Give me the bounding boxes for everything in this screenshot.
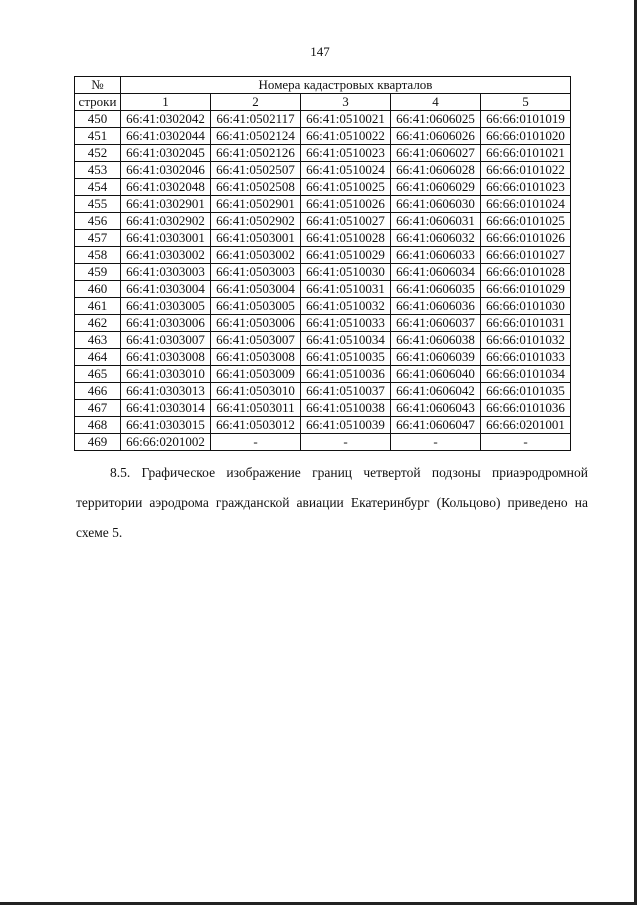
cadastral-quarter-cell: 66:41:0606035 — [391, 281, 481, 298]
cadastral-quarter-cell: 66:41:0502126 — [211, 145, 301, 162]
row-number-cell: 455 — [75, 196, 121, 213]
cadastral-quarter-cell: 66:66:0101034 — [481, 366, 571, 383]
table-row — [75, 247, 571, 264]
cadastral-quarter-cell: 66:66:0101032 — [481, 332, 571, 349]
cadastral-quarter-cell: 66:41:0510026 — [301, 196, 391, 213]
cadastral-quarter-cell: 66:66:0101033 — [481, 349, 571, 366]
row-number-cell: 463 — [75, 332, 121, 349]
cadastral-quarter-cell: 66:41:0510021 — [301, 111, 391, 128]
cadastral-quarter-cell: 66:41:0606038 — [391, 332, 481, 349]
cadastral-quarter-cell: 66:41:0606025 — [391, 111, 481, 128]
cadastral-quarter-cell: 66:41:0510038 — [301, 400, 391, 417]
table-row — [75, 111, 571, 128]
cadastral-quarter-cell: 66:41:0510033 — [301, 315, 391, 332]
row-number-cell: 451 — [75, 128, 121, 145]
cadastral-quarter-cell: 66:41:0503006 — [211, 315, 301, 332]
cadastral-quarter-cell: 66:41:0502901 — [211, 196, 301, 213]
column-header: 1 — [121, 94, 211, 111]
cadastral-quarter-cell: 66:41:0302901 — [121, 196, 211, 213]
table-row — [75, 264, 571, 281]
cadastral-quarter-cell: 66:66:0101035 — [481, 383, 571, 400]
cadastral-quarter-cell: 66:41:0503001 — [211, 230, 301, 247]
cadastral-quarter-cell: 66:41:0503007 — [211, 332, 301, 349]
cadastral-quarter-cell: 66:41:0303005 — [121, 298, 211, 315]
cadastral-quarter-cell: 66:41:0510024 — [301, 162, 391, 179]
table-row — [75, 349, 571, 366]
cadastral-quarter-cell: 66:41:0303004 — [121, 281, 211, 298]
cadastral-quarter-cell: 66:41:0502507 — [211, 162, 301, 179]
cadastral-quarter-cell: 66:41:0303010 — [121, 366, 211, 383]
cadastral-quarter-cell: 66:41:0502124 — [211, 128, 301, 145]
cadastral-quarter-cell: 66:66:0101024 — [481, 196, 571, 213]
group-header: Номера кадастровых кварталов — [121, 77, 571, 94]
row-number-cell: 461 — [75, 298, 121, 315]
table-row — [75, 332, 571, 349]
cadastral-quarter-cell: - — [211, 434, 301, 451]
row-number-cell: 457 — [75, 230, 121, 247]
cadastral-quarter-cell: 66:41:0606042 — [391, 383, 481, 400]
cadastral-quarter-cell: 66:41:0302045 — [121, 145, 211, 162]
cadastral-quarter-cell: 66:41:0503005 — [211, 298, 301, 315]
cadastral-quarter-cell: 66:41:0606034 — [391, 264, 481, 281]
table-row — [75, 196, 571, 213]
cadastral-quarter-cell: 66:41:0510034 — [301, 332, 391, 349]
cadastral-quarter-cell: 66:41:0510023 — [301, 145, 391, 162]
cadastral-quarter-cell: 66:41:0606039 — [391, 349, 481, 366]
section-paragraph: 8.5. Графическое изображение границ четвертой подзоны приаэродромной территории аэродрома гражданской авиации Екатеринбург (Кольцово) приведено на схеме 5. — [76, 465, 588, 540]
cadastral-quarter-cell: 66:41:0302042 — [121, 111, 211, 128]
cadastral-quarter-cell: 66:41:0510035 — [301, 349, 391, 366]
row-number-cell: 469 — [75, 434, 121, 451]
column-header: 4 — [391, 94, 481, 111]
cadastral-quarter-cell: 66:41:0503012 — [211, 417, 301, 434]
cadastral-quarter-cell: 66:41:0510039 — [301, 417, 391, 434]
row-number-cell: 462 — [75, 315, 121, 332]
cadastral-quarter-cell: 66:66:0101030 — [481, 298, 571, 315]
table-row — [75, 366, 571, 383]
cadastral-quarter-cell: 66:41:0502508 — [211, 179, 301, 196]
cadastral-quarter-cell: 66:66:0101029 — [481, 281, 571, 298]
cadastral-quarter-cell: 66:41:0510032 — [301, 298, 391, 315]
cadastral-quarter-cell: 66:41:0303003 — [121, 264, 211, 281]
cadastral-quarter-cell: 66:66:0201002 — [121, 434, 211, 451]
cadastral-table — [74, 76, 571, 451]
cadastral-quarter-cell: 66:41:0503010 — [211, 383, 301, 400]
row-number-cell: 453 — [75, 162, 121, 179]
cadastral-quarter-cell: 66:41:0606026 — [391, 128, 481, 145]
cadastral-quarter-cell: 66:41:0302902 — [121, 213, 211, 230]
cadastral-quarter-cell: 66:41:0606037 — [391, 315, 481, 332]
cadastral-quarter-cell: 66:41:0606027 — [391, 145, 481, 162]
cadastral-quarter-cell: 66:41:0303015 — [121, 417, 211, 434]
cadastral-quarter-cell: - — [301, 434, 391, 451]
cadastral-quarter-cell: 66:41:0510031 — [301, 281, 391, 298]
cadastral-quarter-cell: 66:66:0101028 — [481, 264, 571, 281]
table-row — [75, 128, 571, 145]
cadastral-quarter-cell: 66:41:0503004 — [211, 281, 301, 298]
table-row — [75, 298, 571, 315]
cadastral-quarter-cell: 66:41:0502902 — [211, 213, 301, 230]
table-body — [75, 111, 571, 451]
cadastral-quarter-cell: 66:66:0101031 — [481, 315, 571, 332]
cadastral-quarter-cell: 66:41:0606032 — [391, 230, 481, 247]
cadastral-quarter-cell: 66:41:0302046 — [121, 162, 211, 179]
table-row — [75, 179, 571, 196]
table-row — [75, 230, 571, 247]
page-number: 147 — [310, 44, 330, 59]
cadastral-quarter-cell: 66:41:0606043 — [391, 400, 481, 417]
cadastral-quarter-cell: 66:41:0606029 — [391, 179, 481, 196]
cadastral-quarter-cell: 66:41:0606036 — [391, 298, 481, 315]
cadastral-quarter-cell: 66:66:0101023 — [481, 179, 571, 196]
cadastral-quarter-cell: 66:41:0510037 — [301, 383, 391, 400]
table-row — [75, 213, 571, 230]
row-number-cell: 467 — [75, 400, 121, 417]
cadastral-quarter-cell: 66:66:0101025 — [481, 213, 571, 230]
cadastral-quarter-cell: 66:41:0510022 — [301, 128, 391, 145]
cadastral-quarter-cell: 66:41:0303007 — [121, 332, 211, 349]
row-number-cell: 460 — [75, 281, 121, 298]
cadastral-quarter-cell: 66:66:0101022 — [481, 162, 571, 179]
table-row — [75, 162, 571, 179]
table-row — [75, 400, 571, 417]
cadastral-quarter-cell: 66:41:0510025 — [301, 179, 391, 196]
cadastral-quarter-cell: 66:41:0303002 — [121, 247, 211, 264]
row-number-cell: 458 — [75, 247, 121, 264]
row-number-cell: 466 — [75, 383, 121, 400]
cadastral-quarter-cell: 66:41:0503009 — [211, 366, 301, 383]
cadastral-quarter-cell: 66:41:0302048 — [121, 179, 211, 196]
cadastral-quarter-cell: 66:41:0606028 — [391, 162, 481, 179]
row-number-cell: 464 — [75, 349, 121, 366]
cadastral-quarter-cell: 66:41:0606031 — [391, 213, 481, 230]
cadastral-quarter-cell: 66:66:0101026 — [481, 230, 571, 247]
table-row — [75, 434, 571, 451]
cadastral-quarter-cell: 66:41:0302044 — [121, 128, 211, 145]
column-header: 2 — [211, 94, 301, 111]
cadastral-quarter-cell: 66:41:0510028 — [301, 230, 391, 247]
cadastral-quarter-cell: 66:66:0101021 — [481, 145, 571, 162]
table-row — [75, 145, 571, 162]
cadastral-quarter-cell: 66:41:0502117 — [211, 111, 301, 128]
cadastral-quarter-cell: 66:66:0101019 — [481, 111, 571, 128]
cadastral-quarter-cell: 66:41:0303013 — [121, 383, 211, 400]
cadastral-quarter-cell: 66:66:0101027 — [481, 247, 571, 264]
row-number-cell: 456 — [75, 213, 121, 230]
cadastral-quarter-cell: 66:41:0303014 — [121, 400, 211, 417]
cadastral-quarter-cell: 66:41:0303001 — [121, 230, 211, 247]
cadastral-quarter-cell: 66:41:0606033 — [391, 247, 481, 264]
cadastral-quarter-cell: 66:66:0101036 — [481, 400, 571, 417]
cadastral-quarter-cell: 66:41:0503008 — [211, 349, 301, 366]
cadastral-quarter-cell: 66:41:0510036 — [301, 366, 391, 383]
cadastral-quarter-cell: 66:41:0606040 — [391, 366, 481, 383]
cadastral-quarter-cell: - — [391, 434, 481, 451]
cadastral-quarter-cell: 66:41:0606030 — [391, 196, 481, 213]
cadastral-quarter-cell: 66:66:0101020 — [481, 128, 571, 145]
table-row — [75, 417, 571, 434]
cadastral-quarter-cell: 66:41:0303008 — [121, 349, 211, 366]
cadastral-quarter-cell: 66:41:0510029 — [301, 247, 391, 264]
row-number-cell: 452 — [75, 145, 121, 162]
table-row — [75, 315, 571, 332]
cadastral-quarter-cell: - — [481, 434, 571, 451]
row-number-cell: 459 — [75, 264, 121, 281]
cadastral-quarter-cell: 66:41:0503002 — [211, 247, 301, 264]
row-number-cell: 450 — [75, 111, 121, 128]
row-number-cell: 465 — [75, 366, 121, 383]
cadastral-quarter-cell: 66:66:0201001 — [481, 417, 571, 434]
cadastral-quarter-cell: 66:41:0606047 — [391, 417, 481, 434]
table-row — [75, 281, 571, 298]
column-header: 3 — [301, 94, 391, 111]
cadastral-quarter-cell: 66:41:0503011 — [211, 400, 301, 417]
cadastral-quarter-cell: 66:41:0510027 — [301, 213, 391, 230]
cadastral-quarter-cell: 66:41:0303006 — [121, 315, 211, 332]
row-number-cell: 454 — [75, 179, 121, 196]
row-number-header-top: № — [75, 77, 121, 94]
cadastral-quarter-cell: 66:41:0503003 — [211, 264, 301, 281]
column-header: 5 — [481, 94, 571, 111]
row-number-cell: 468 — [75, 417, 121, 434]
row-number-header-bottom: строки — [75, 94, 121, 111]
table-row — [75, 383, 571, 400]
cadastral-quarter-cell: 66:41:0510030 — [301, 264, 391, 281]
